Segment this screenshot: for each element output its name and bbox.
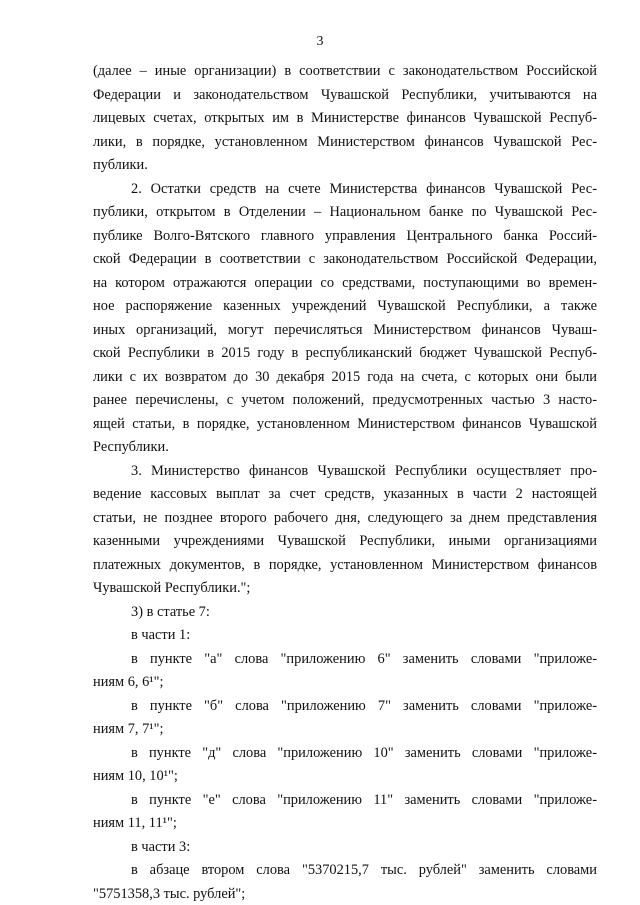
text-line: статьи, не позднее второго рабочего дня, следующего за днем представления <box>93 509 597 526</box>
text-line: публике Волго-Вятского главного управления Центрального банка Россий- <box>93 227 597 244</box>
text-line: Федерации и законодательством Чувашской Республики, учитываются на <box>93 86 597 103</box>
text-line: Республики. <box>93 439 169 455</box>
text-line: ской Республики в 2015 году в республиканский бюджет Чувашской Респуб- <box>93 345 597 361</box>
text-line: ниям 11, 11¹"; <box>93 815 177 831</box>
text-line: 2. Остатки средств на счете Министерства финансов Чувашской Рес- <box>131 180 597 197</box>
text-line: лицевых счетах, открытых им в Министерстве финансов Чувашской Респуб- <box>93 110 597 126</box>
text-line: в пункте "д" слова "приложению 10" заменить словами "приложе- <box>131 744 597 761</box>
text-line: ниям 10, 10¹"; <box>93 768 178 784</box>
text-line: (далее – иные организации) в соответствии с законодательством Российской <box>93 63 597 79</box>
page-number: 3 <box>316 34 324 49</box>
text-line: ное распоряжение казенных учреждений Чувашской Республики, а также <box>93 298 597 314</box>
text-line: в части 3: <box>131 838 191 855</box>
text-line: 3) в статье 7: <box>131 603 210 620</box>
text-line: публики, открытом в Отделении – Национальном банке по Чувашской Рес- <box>93 204 597 220</box>
text-line: ской Федерации в соответствии с законодательством Российской Федерации, <box>93 251 597 267</box>
text-line: в части 1: <box>131 627 191 643</box>
text-line: Чувашской Республики."; <box>93 580 251 596</box>
text-line: публики. <box>93 157 148 173</box>
text-line: ниям 7, 7¹"; <box>93 721 164 737</box>
text-line: в абзаце втором слова "5370215,7 тыс. рублей" заменить словами <box>131 862 597 878</box>
text-line: на котором отражаются операции со средствами, поступающими во времен- <box>93 274 597 291</box>
text-line: ранее перечислены, с учетом положений, предусмотренных частью 3 насто- <box>93 392 597 408</box>
text-line: 3. Министерство финансов Чувашской Республики осуществляет про- <box>131 462 597 479</box>
text-line: иных организаций, могут перечисляться Министерством финансов Чуваш- <box>93 321 597 338</box>
text-line: ниям 6, 6¹"; <box>93 674 164 690</box>
text-line: лики с их возвратом до 30 декабря 2015 года на счета, с которых они были <box>93 368 597 385</box>
text-line: платежных документов, в порядке, установленном Министерством финансов <box>93 556 597 573</box>
text-line: лики, в порядке, установленном Министерством финансов Чувашской Рес- <box>93 133 597 150</box>
text-line: ящей статьи, в порядке, установленном Министерством финансов Чувашской <box>93 415 597 432</box>
text-line: казенными учреждениями Чувашской Республики, иными организациями <box>93 533 597 549</box>
text-line: в пункте "а" слова "приложению 6" заменить словами "приложе- <box>131 650 597 667</box>
text-line: в пункте "б" слова "приложению 7" заменить словами "приложе- <box>131 697 597 714</box>
text-line: в пункте "е" слова "приложению 11" заменить словами "приложе- <box>131 791 597 808</box>
text-line: "5751358,3 тыс. рублей"; <box>93 885 246 902</box>
text-line: ведение кассовых выплат за счет средств, указанных в части 2 настоящей <box>93 486 597 502</box>
